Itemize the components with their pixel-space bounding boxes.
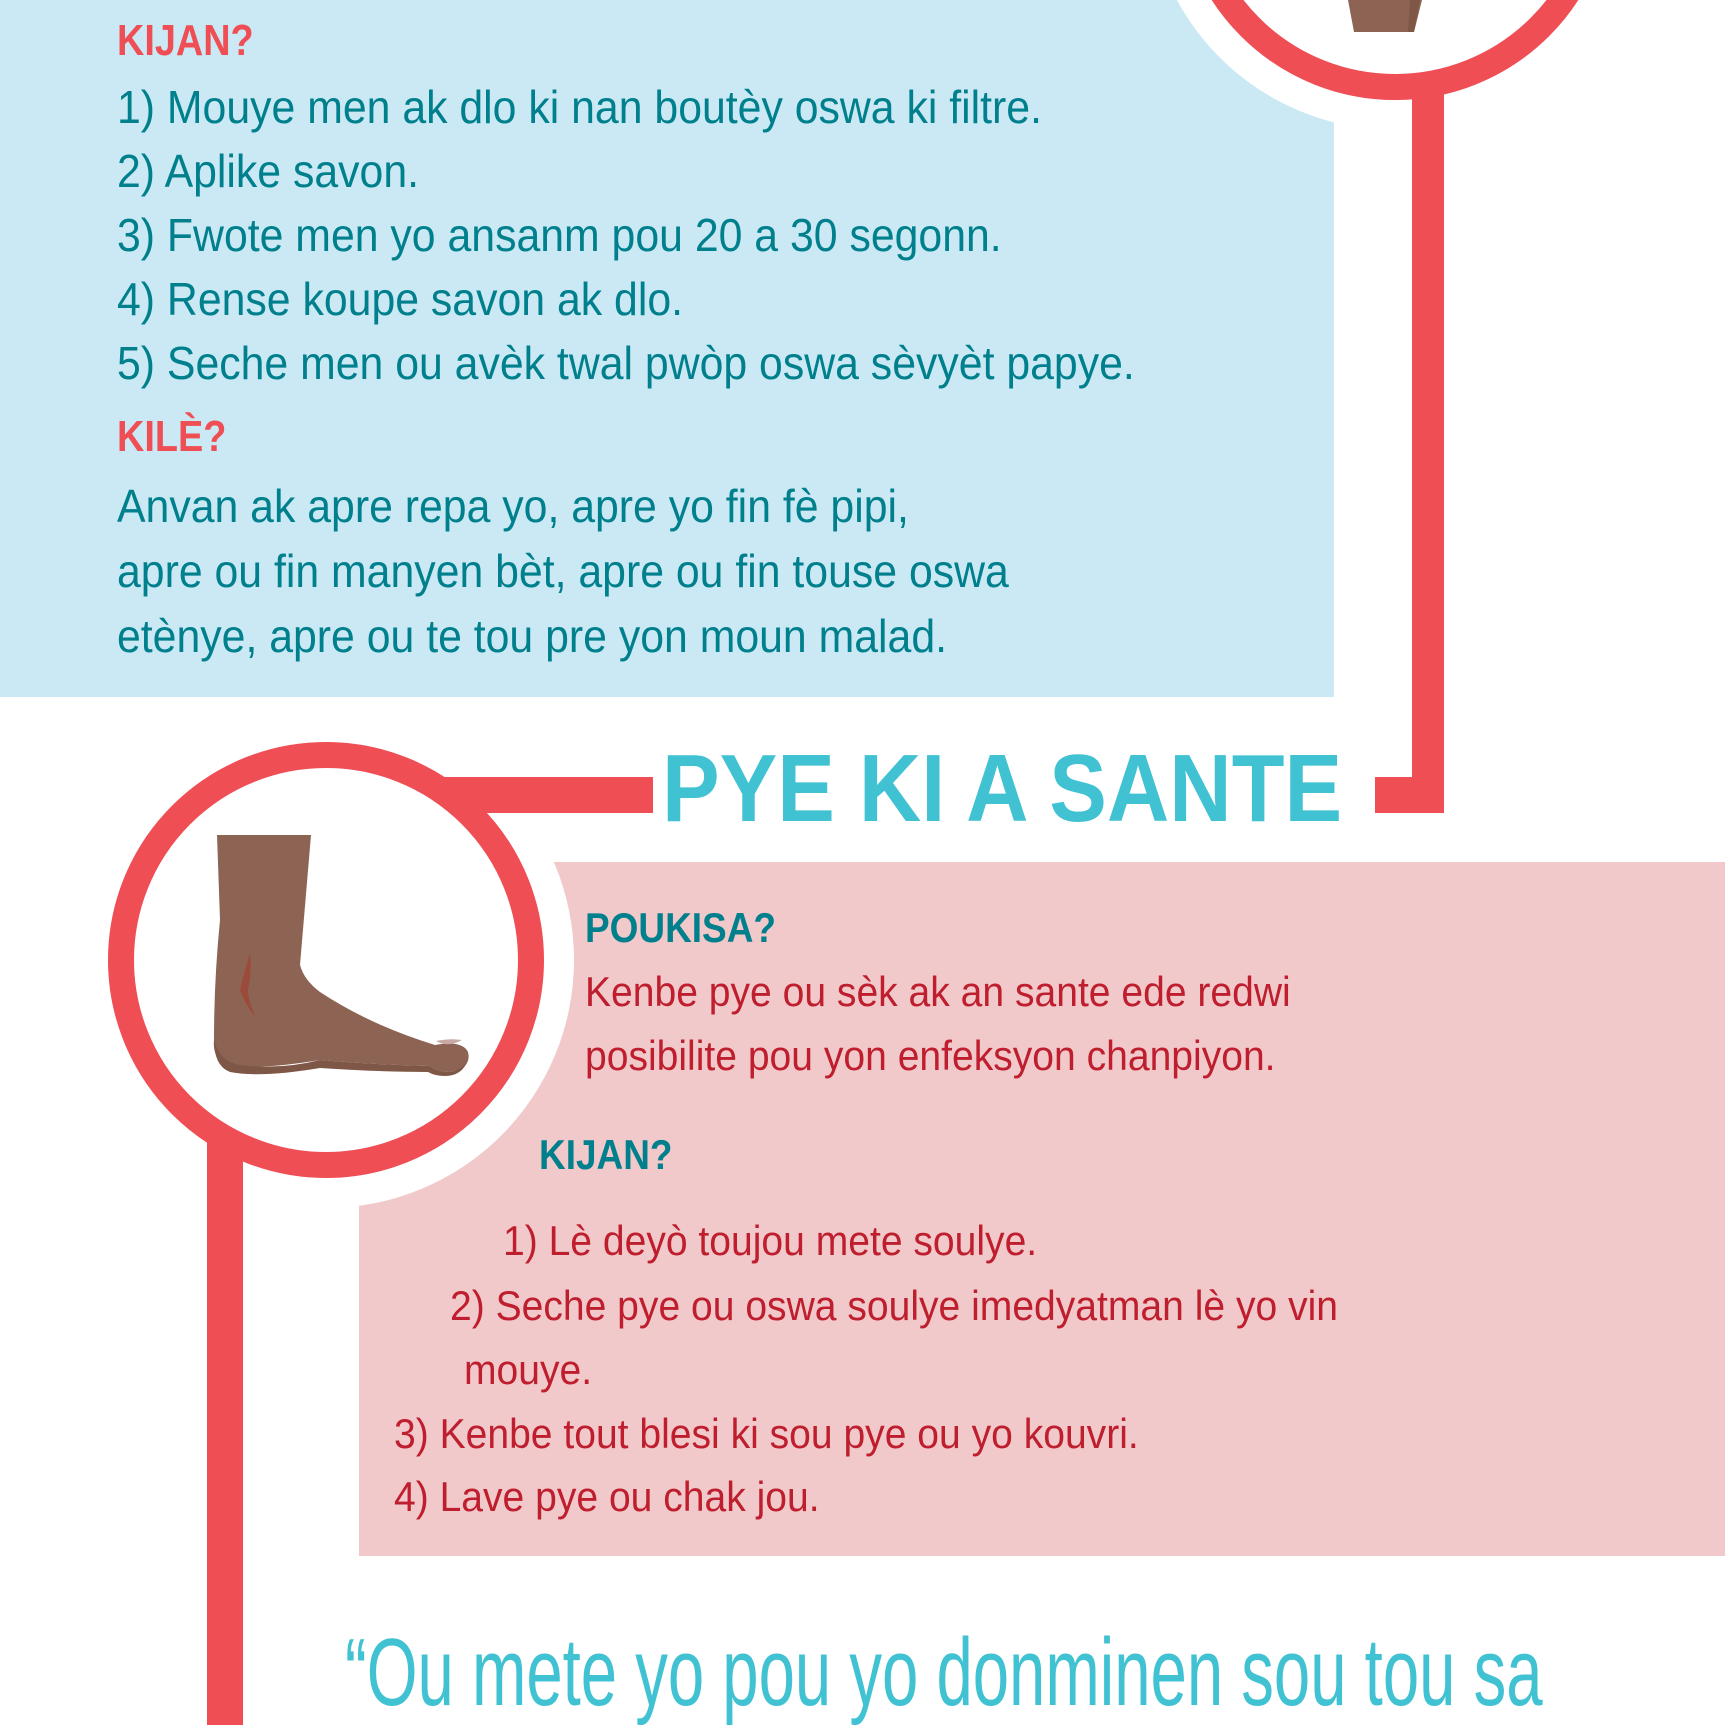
foot-step-2: 2) Seche pye ou oswa soulye imedyatman lè yo vin xyxy=(450,1282,1339,1329)
quote-text: “Ou mete yo pou yo donminen sou tou sa xyxy=(345,1619,1543,1726)
hand-step-5: 5) Seche men ou avèk twal pwòp oswa sèvyèt papye. xyxy=(117,337,1135,389)
section-title: PYE KI A SANTE xyxy=(662,735,1343,842)
hand-step-2: 2) Aplike savon. xyxy=(117,145,420,197)
when-line-2: apre ou fin manyen bèt, apre ou fin touse oswa xyxy=(117,545,1009,597)
how-heading-feet: KIJAN? xyxy=(539,1131,673,1178)
when-line-1: Anvan ak apre repa yo, apre yo fin fè pipi, xyxy=(117,480,909,532)
why-line-2: posibilite pou yon enfeksyon chanpiyon. xyxy=(585,1032,1276,1079)
connector-right-vertical xyxy=(1412,60,1444,813)
why-line-1: Kenbe pye ou sèk ak an sante ede redwi xyxy=(585,968,1291,1015)
when-line-3: etènye, apre ou te tou pre yon moun malad. xyxy=(117,610,947,662)
foot-step-3: 3) Kenbe tout blesi ki sou pye ou yo kouvri. xyxy=(394,1410,1139,1457)
arm-icon xyxy=(1340,0,1430,40)
hand-step-4: 4) Rense koupe savon ak dlo. xyxy=(117,273,684,325)
connector-left-horizontal-stub xyxy=(440,777,653,813)
how-heading-hands: KIJAN? xyxy=(117,16,254,65)
why-heading: POUKISA? xyxy=(585,904,776,951)
hand-step-1: 1) Mouye men ak dlo ki nan boutèy oswa ki filtre. xyxy=(117,81,1042,133)
foot-step-1: 1) Lè deyò toujou mete soulye. xyxy=(503,1217,1038,1264)
foot-icon xyxy=(200,820,500,1080)
hand-step-3: 3) Fwote men yo ansanm pou 20 a 30 segonn. xyxy=(117,209,1002,261)
connector-right-horizontal xyxy=(1375,777,1444,813)
foot-step-4: 4) Lave pye ou chak jou. xyxy=(394,1473,820,1520)
when-heading: KILÈ? xyxy=(117,412,227,461)
foot-step-2-cont: mouye. xyxy=(464,1346,593,1393)
